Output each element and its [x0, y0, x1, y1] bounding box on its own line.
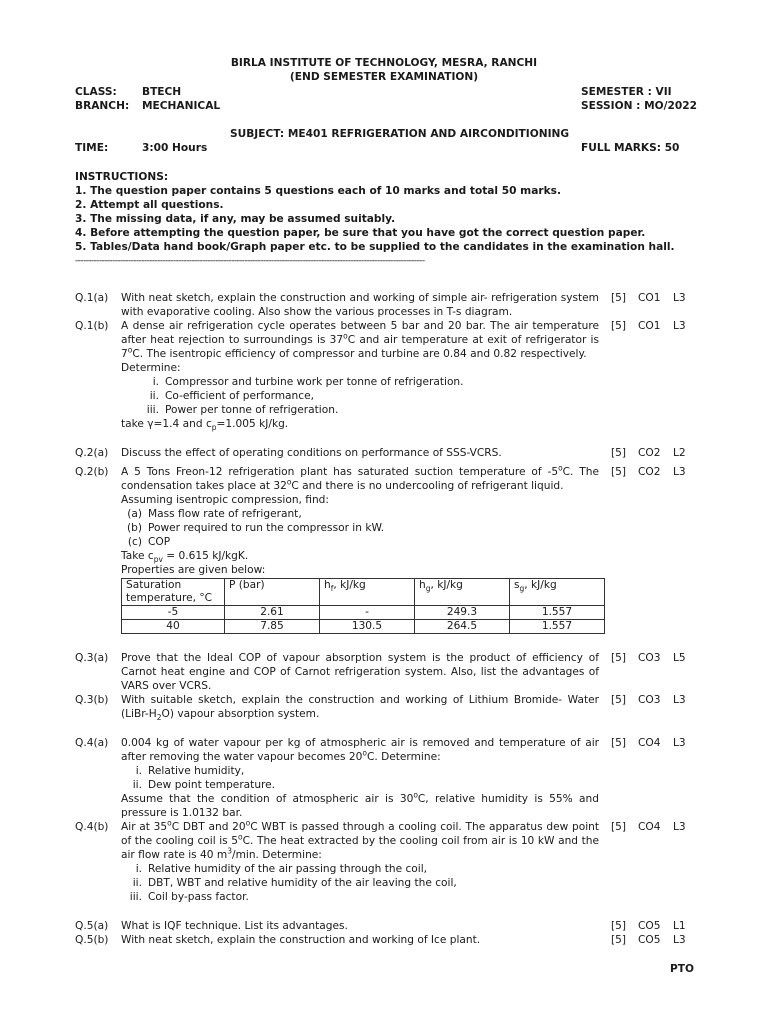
- question-number: Q.1(b): [75, 320, 109, 332]
- table-header-cell: $h_g$, kJ/kg: [415, 579, 510, 606]
- course-outcome: CO3: [638, 694, 661, 706]
- session: SESSION : MO/2022: [581, 100, 697, 112]
- branch-value: MECHANICAL: [142, 100, 221, 112]
- branch-label: BRANCH:: [75, 100, 130, 112]
- instruction-item: 4. Before attempting the question paper, be sure that you have got the correct question paper.: [75, 227, 646, 239]
- course-outcome: CO5: [638, 920, 661, 932]
- marks: [5]: [611, 737, 627, 749]
- table-cell: 130.5: [320, 620, 415, 634]
- course-outcome: CO3: [638, 652, 661, 664]
- marks: [5]: [611, 292, 627, 304]
- exam-title: (END SEMESTER EXAMINATION): [289, 71, 479, 83]
- question-text: With neat sketch, explain the construction and working of simple air- refrigeration system with evaporative cooling. Also show the various processes in T-s diagram.: [121, 292, 599, 318]
- pto-label: PTO: [670, 963, 694, 975]
- question-text: With suitable sketch, explain the construction and working of Lithium Bromide- Water $(LiBr-H_2O)$ vapour absorption system.: [121, 694, 599, 723]
- instruction-item: 1. The question paper contains 5 questions each of 10 marks and total 50 marks.: [75, 185, 561, 197]
- institute-title: BIRLA INSTITUTE OF TECHNOLOGY, MESRA, RANCHI: [230, 57, 538, 69]
- instructions-title: INSTRUCTIONS:: [75, 171, 169, 183]
- table-cell: -: [320, 606, 415, 620]
- course-outcome: CO4: [638, 737, 661, 749]
- table-header-cell: P (bar): [225, 579, 320, 606]
- marks: [5]: [611, 652, 627, 664]
- marks: [5]: [611, 320, 627, 332]
- table-cell: 249.3: [415, 606, 510, 620]
- table-cell: 264.5: [415, 620, 510, 634]
- instruction-item: 3. The missing data, if any, may be assumed suitably.: [75, 213, 396, 225]
- table-header-cell: Saturation temperature, °C: [122, 579, 225, 606]
- course-outcome: CO1: [638, 320, 661, 332]
- course-outcome: CO2: [638, 466, 661, 478]
- properties-table: [121, 578, 605, 634]
- table-cell: 1.557: [510, 606, 605, 620]
- class-value: BTECH: [142, 86, 182, 98]
- table-row: [122, 620, 605, 634]
- question-text: With neat sketch, explain the construction and working of Ice plant.: [121, 934, 481, 946]
- question-text: Prove that the Ideal COP of vapour absorption system is the product of efficiency of Carnot heat engine and COP of Carnot refrigeration system. Also, list the advantages of VARS over VCRS.: [121, 652, 599, 692]
- marks: [5]: [611, 694, 627, 706]
- assumption-text: Assume that the condition of atmospheric air is 30$^o$C, relative humidity is 55% and pressure is 1.0132 bar.: [121, 790, 599, 819]
- table-cell: 7.85: [225, 620, 320, 634]
- properties-caption: Properties are given below:: [121, 564, 266, 576]
- question-text: A dense air refrigeration cycle operates between 5 bar and 20 bar. The air temperature after heat rejection to surroundings is 37$^o$C and air temperature at exit of refrigerator is 7$^o$C. The isentropic efficiency of compressor and turbine are 0.84 and 0.82 respectively. Determine:: [121, 320, 599, 374]
- question-number: Q.3(a): [75, 652, 109, 664]
- question-number: Q.4(a): [75, 737, 109, 749]
- course-outcome: CO1: [638, 292, 661, 304]
- subject: SUBJECT: ME401 REFRIGERATION AND AIRCONDITIONING: [230, 128, 570, 140]
- table-cell: 2.61: [225, 606, 320, 620]
- course-outcome: CO5: [638, 934, 661, 946]
- question-number: Q.2(a): [75, 447, 109, 459]
- table-header-cell: $h_f$, kJ/kg: [320, 579, 415, 606]
- question-text: 0.004 kg of water vapour per kg of atmospheric air is removed and temperature of air after removing the water vapour becomes 20$^o$C. Determine:: [121, 737, 599, 763]
- instruction-item: 5. Tables/Data hand book/Graph paper etc. to be supplied to the candidates in the examination hall.: [75, 241, 675, 253]
- level: L3: [673, 737, 686, 749]
- marks: [5]: [611, 821, 627, 833]
- question-number: Q.4(b): [75, 821, 109, 833]
- question-number: Q.3(b): [75, 694, 109, 706]
- level: L3: [673, 320, 686, 332]
- given-data: Take $c_{pv} = 0.615$ kJ/kgK.: [121, 550, 249, 565]
- marks: [5]: [611, 920, 627, 932]
- level: L5: [673, 652, 686, 664]
- level: L3: [673, 934, 686, 946]
- question-text: Air at 35$^o$C DBT and 20$^o$C WBT is passed through a cooling coil. The apparatus dew point of the cooling coil is 5$^o$C. The heat extracted by the cooling coil from air is 10 kW and the air flow rate is 40 $m^3/\min$. Determine:: [121, 818, 600, 861]
- semester: SEMESTER : VII: [581, 86, 672, 98]
- separator-line: ------------------------------------------------------------------------------------------------------------------------------------: [75, 256, 425, 266]
- question-number: Q.2(b): [75, 466, 109, 478]
- marks: [5]: [611, 934, 627, 946]
- course-outcome: CO2: [638, 447, 661, 459]
- question-text: Discuss the effect of operating conditions on performance of SSS-VCRS.: [121, 447, 502, 459]
- table-cell: -5: [122, 606, 225, 620]
- given-data: take γ=1.4 and $c_p=1.005$ kJ/kg.: [121, 418, 289, 433]
- table-cell: 1.557: [510, 620, 605, 634]
- level: L3: [673, 466, 686, 478]
- marks: [5]: [611, 447, 627, 459]
- class-label: CLASS:: [75, 86, 117, 98]
- question-number: Q.5(a): [75, 920, 109, 932]
- level: L3: [673, 821, 686, 833]
- level: L3: [673, 292, 686, 304]
- table-header-row: [122, 579, 605, 606]
- table-header-cell: $s_g$, kJ/kg: [510, 579, 605, 606]
- question-number: Q.1(a): [75, 292, 109, 304]
- level: L2: [673, 447, 686, 459]
- question-text: What is IQF technique. List its advantages.: [121, 920, 348, 932]
- table-row: [122, 606, 605, 620]
- question-number: Q.5(b): [75, 934, 109, 946]
- instruction-item: 2. Attempt all questions.: [75, 199, 224, 211]
- marks: [5]: [611, 466, 627, 478]
- time-label: TIME:: [75, 142, 109, 154]
- level: L1: [673, 920, 686, 932]
- question-text: A 5 Tons Freon-12 refrigeration plant has saturated suction temperature of -5$^o$C. The condensation takes place at 32$^o$C and there is no undercooling of refrigerant liquid. Assuming isentropic compression, find:: [121, 463, 599, 506]
- course-outcome: CO4: [638, 821, 661, 833]
- full-marks: FULL MARKS: 50: [581, 142, 680, 154]
- level: L3: [673, 694, 686, 706]
- time-value: 3:00 Hours: [142, 142, 208, 154]
- table-cell: 40: [122, 620, 225, 634]
